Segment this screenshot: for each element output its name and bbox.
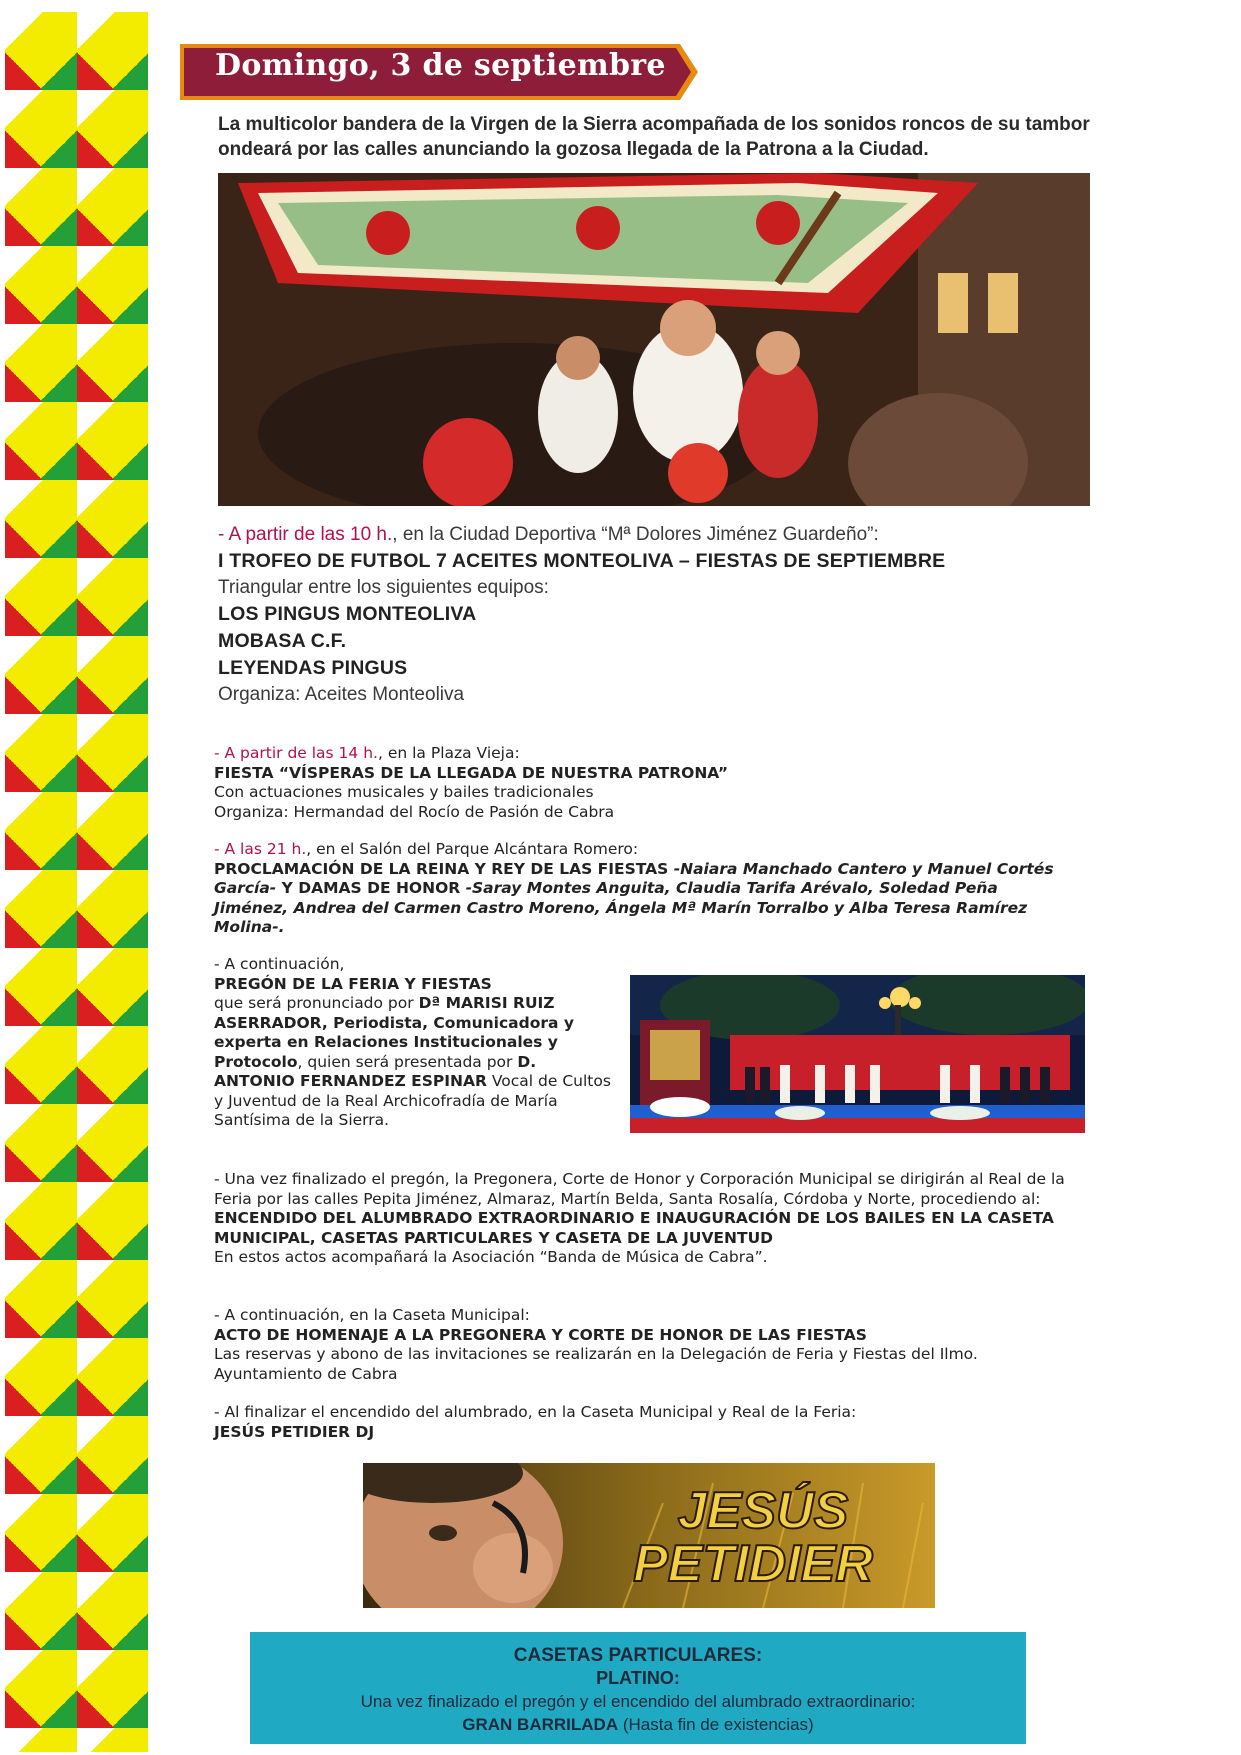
football-title: I TROFEO DE FUTBOL 7 ACEITES MONTEOLIVA – FIESTAS DE SEPTIEMBRE: [218, 550, 946, 572]
time-21h: - A las 21 h.: [214, 840, 307, 858]
team-1: LOS PINGUS MONTEOLIVA: [218, 603, 477, 625]
casetas-event: GRAN BARRILADA: [462, 1715, 619, 1734]
damas-names: -Saray Montes Anguita, Claudia Tarifa Arévalo, Soledad Peña Jiménez, Andrea del Carmen Castro Moreno, Ángela Mª Marín Torralbo y Alba Teresa Ramírez Molina-.: [214, 879, 1028, 936]
pregon-intro: - A continuación,: [214, 955, 345, 973]
casetas-note: (Hasta fin de existencias): [618, 1715, 814, 1734]
proclamacion-section: [214, 840, 1076, 938]
dj-promo-image: [363, 1463, 935, 1608]
homenaje-title: ACTO DE HOMENAJE A LA PREGONERA Y CORTE DE HONOR DE LAS FIESTAS: [214, 1325, 867, 1344]
proclamacion-title: PROCLAMACIÓN DE LA REINA Y REY DE LAS FIESTAS: [214, 859, 669, 878]
encendido-note: En estos actos acompañará la Asociación “Banda de Música de Cabra”.: [214, 1248, 768, 1266]
time-10h: - A partir de las 10 h.: [218, 524, 393, 545]
homenaje-text: Las reservas y abono de las invitaciones se realizarán en la Delegación de Feria y Fiestas del Ilmo. Ayuntamiento de Cabra: [214, 1345, 978, 1383]
presenter-name: D. ANTONIO FERNANDEZ ESPINAR: [214, 1052, 537, 1090]
plaza-venue: , en la Plaza Vieja:: [377, 744, 520, 762]
pregon-p2: , quien será presentada por: [297, 1052, 518, 1071]
team-2: MOBASA C.F.: [218, 630, 347, 652]
decorative-flag-border: [5, 12, 148, 1752]
casetas-text: Una vez finalizado el pregón y el encendido del alumbrado extraordinario:: [360, 1692, 916, 1711]
plaza-line1: Con actuaciones musicales y bailes tradicionales: [214, 783, 594, 801]
encendido-section: [214, 1170, 1084, 1268]
intro-text: La multicolor bandera de la Virgen de la Sierra acompañada de los sonidos roncos de su tambor ondeará por las calles anunciando la gozosa llegada de la Patrona a la Ciudad.: [218, 114, 1090, 160]
casetas-title: CASETAS PARTICULARES:: [513, 1645, 763, 1666]
dj-logo-line2: PETIDIER: [633, 1535, 873, 1593]
pregon-section: [214, 955, 622, 1131]
dj-section: [214, 1403, 1084, 1442]
pregon-title: PREGÓN DE LA FERIA Y FIESTAS: [214, 974, 492, 993]
casetas-box: [250, 1632, 1026, 1744]
football-organizer: Organiza: Aceites Monteoliva: [218, 684, 465, 705]
encendido-title: ENCENDIDO DEL ALUMBRADO EXTRAORDINARIO E INAUGURACIÓN DE LOS BAILES EN LA CASETA MUNICIPAL, CASETAS PARTICULARES Y CASETA DE LA JUVENTUD: [214, 1209, 1054, 1247]
plaza-line2: Organiza: Hermandad del Rocío de Pasión de Cabra: [214, 802, 615, 821]
pregon-p3: Vocal de Cultos y Juventud de la Real Archicofradía de María Santísima de la Sierra.: [214, 1072, 611, 1129]
proclamacion-venue: , en el Salón del Parque Alcántara Romero:: [306, 840, 639, 858]
homenaje-section: [214, 1306, 1084, 1384]
plaza-title: FIESTA “VÍSPERAS DE LA LLEGADA DE NUESTRA PATRONA”: [214, 763, 729, 782]
pregon-p1: que será pronunciado por: [214, 994, 419, 1012]
damas-title: Y DAMAS DE HONOR: [276, 879, 461, 897]
football-section: [218, 522, 1098, 708]
encendido-text: - Una vez finalizado el pregón, la Pregonera, Corte de Honor y Corporación Municipal se dirigirán al Real de la Feria por las calles Pepita Jiménez, Almaraz, Martín Belda, Santa Rosalía, Córdoba y Norte, procediendo al:: [214, 1170, 1065, 1208]
homenaje-intro: - A continuación, en la Caseta Municipal:: [214, 1306, 530, 1324]
dj-title: JESÚS PETIDIER DJ: [214, 1422, 375, 1441]
flag-procession-photo: [218, 173, 1090, 506]
page-title: Domingo, 3 de septiembre: [215, 48, 666, 83]
dj-logo-line1: JESÚS: [677, 1482, 849, 1540]
ceremony-stage-photo: [630, 975, 1085, 1133]
reyes-names: -Naiara Manchado Cantero y Manuel Cortés García-: [214, 859, 1054, 897]
pregonera-name: Dª MARISI RUIZ ASERRADOR, Periodista, Comunicadora y experta en Relaciones Institucionales y Protocolo: [214, 994, 574, 1071]
dj-intro: - Al finalizar el encendido del alumbrado, en la Caseta Municipal y Real de la Feria:: [214, 1403, 857, 1421]
time-14h: - A partir de las 14 h.: [214, 744, 378, 762]
casetas-subtitle: PLATINO:: [596, 1668, 680, 1688]
team-3: LEYENDAS PINGUS: [218, 657, 408, 679]
football-venue: , en la Ciudad Deportiva “Mª Dolores Jiménez Guardeño”:: [392, 524, 879, 545]
football-desc: Triangular entre los siguientes equipos:: [218, 577, 549, 598]
plaza-section: [214, 744, 1084, 822]
